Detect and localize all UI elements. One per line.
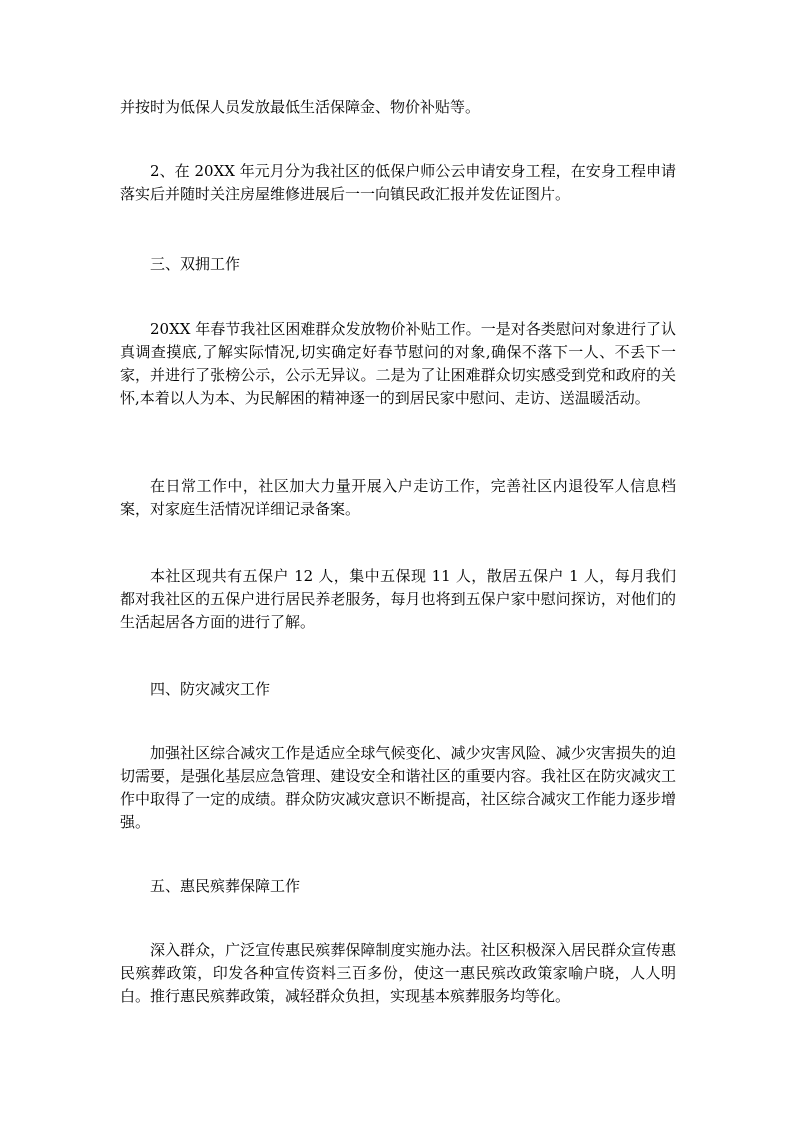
heading-funeral-welfare: 五、惠民殡葬保障工作 — [150, 877, 301, 895]
paragraph-subsidy-continuation: 并按时为低保人员发放最低生活保障金、物价补贴等。 — [120, 98, 481, 116]
paragraph-five-guarantee: 本社区现共有五保户 12 人，集中五保现 11 人，散居五保户 1 人，每月我们都对我社区的五保户进行居民养老服务，每月也将到五保户家中慰问探访，对他们的生活起居各方面的进行了解。 — [120, 567, 676, 631]
heading-disaster-prevention: 四、防灾减灾工作 — [150, 680, 271, 698]
paragraph-disaster-reduction: 加强社区综合减灾工作是适应全球气候变化、减少灾害风险、减少灾害损失的迫切需要，是强化基层应急管理、建设安全和谐社区的重要内容。我社区在防灾减灾工作中取得了一定的成绩。群众防灾减灾意识不断提高，社区综合减灾工作能力逐步增强。 — [120, 744, 676, 831]
heading-support-army: 三、双拥工作 — [150, 255, 241, 273]
paragraph-daily-visits: 在日常工作中，社区加大力量开展入户走访工作，完善社区内退役军人信息档案，对家庭生活情况详细记录备案。 — [120, 477, 676, 518]
paragraph-spring-festival: 20XX 年春节我社区困难群众发放物价补贴工作。一是对各类慰问对象进行了认真调查摸底,了解实际情况,切实确定好春节慰问的对象,确保不落下一人、不丢下一家，并进行了张榜公示，公示无异议。二是为了让困难群众切实感受到党和政府的关怀,本着以人为本、为民解困的精神逐一的到居民家中慰问、走访、送温暖活动。 — [120, 320, 676, 407]
paragraph-funeral-policy: 深入群众，广泛宣传惠民殡葬保障制度实施办法。社区积极深入居民群众宣传惠民殡葬政策，印发各种宣传资料三百多份，使这一惠民殡改政策家喻户晓，人人明白。推行惠民殡葬政策，减轻群众负担，实现基本殡葬服务均等化。 — [120, 941, 676, 1005]
paragraph-housing-project: 2、在 20XX 年元月分为我社区的低保户师公云申请安身工程，在安身工程申请落实后并随时关注房屋维修进展后一一向镇民政汇报并发佐证图片。 — [120, 162, 676, 203]
